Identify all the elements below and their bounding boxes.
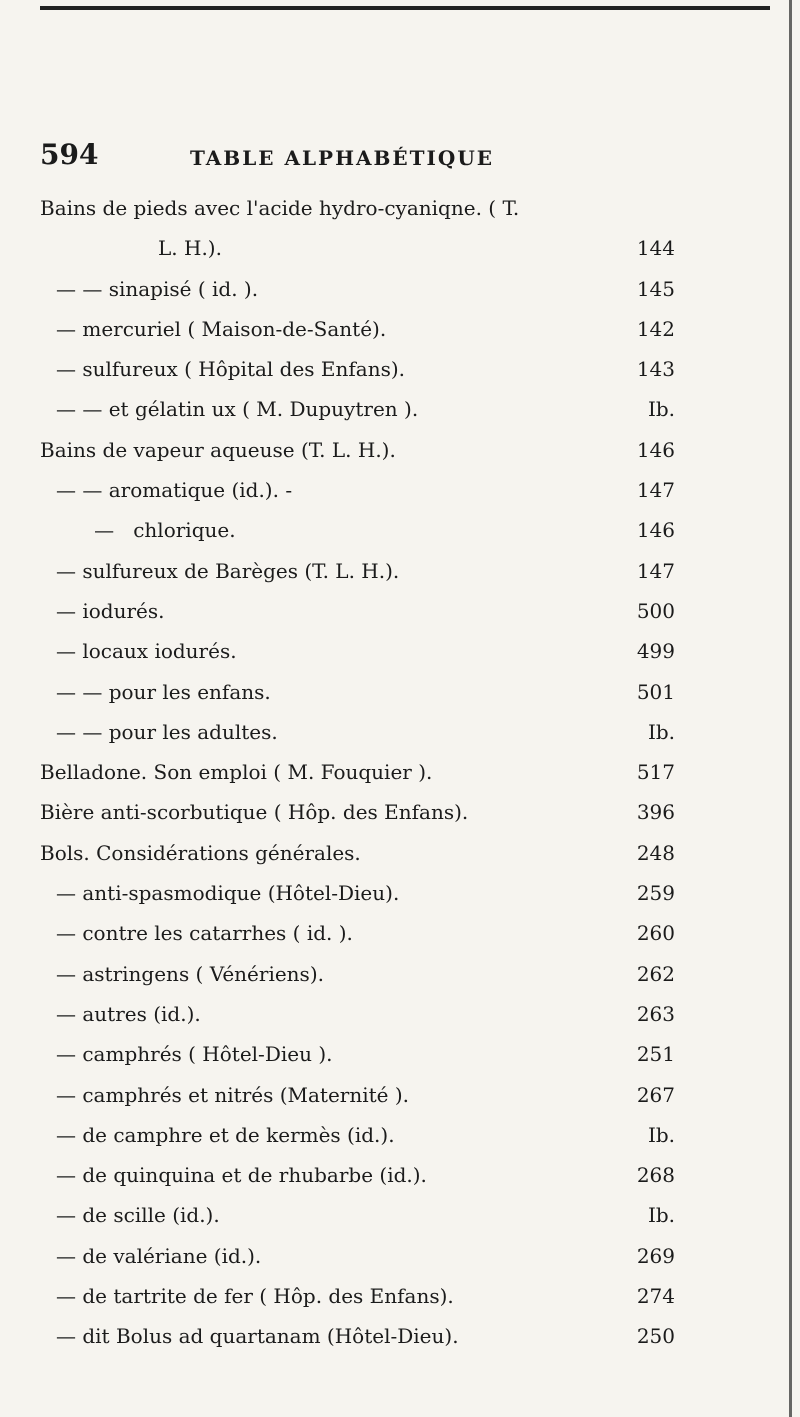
entry-text: — chlorique.: [56, 518, 236, 543]
entry-text: Bols. Considérations générales.: [40, 840, 361, 865]
entry-text: — iodurés.: [56, 598, 165, 623]
index-entry: [40, 792, 675, 832]
index-entry: [40, 672, 675, 712]
entry-page: 269: [636, 1243, 675, 1268]
entry-text: — de tartrite de fer ( Hôp. des Enfans).: [56, 1284, 454, 1309]
entry-page: Ib.: [647, 1122, 675, 1147]
index-entry: [40, 1115, 675, 1155]
entry-page: 143: [636, 357, 675, 382]
index-entry: [40, 913, 675, 953]
entry-text: — dit Bolus ad quartanam (Hôtel-Dieu).: [56, 1324, 459, 1349]
top-rule: [40, 6, 770, 10]
entry-text: — sulfureux de Barèges (T. L. H.).: [56, 558, 400, 583]
entry-page: 146: [636, 437, 675, 462]
entry-text: — mercuriel ( Maison-de-Santé).: [56, 316, 387, 341]
index-entry: [40, 994, 675, 1034]
entry-page: 499: [636, 639, 675, 664]
index-entry: [40, 389, 675, 429]
index-entry: [40, 551, 675, 591]
entry-page: 396: [636, 800, 675, 825]
entry-text: — de camphre et de kermès (id.).: [56, 1122, 395, 1147]
entry-text: — — sinapisé ( id. ).: [56, 276, 259, 301]
entry-text: — — et gélatin ux ( M. Dupuytren ).: [56, 397, 419, 422]
index-entry: [40, 269, 675, 309]
entry-page: 517: [636, 760, 675, 785]
entry-page: 145: [636, 276, 675, 301]
entry-page: 274: [636, 1284, 675, 1309]
page-edge: [789, 0, 792, 1417]
index-entry: [40, 228, 675, 268]
index-entry: [40, 188, 675, 228]
entry-text: — — pour les adultes.: [56, 719, 278, 744]
entry-text: — de valériane (id.).: [56, 1243, 262, 1268]
index-entry: [40, 1316, 675, 1356]
entry-text: Bains de vapeur aqueuse (T. L. H.).: [40, 437, 396, 462]
entry-page: 500: [636, 598, 675, 623]
index-entry: [40, 631, 675, 671]
entry-page: 262: [636, 961, 675, 986]
entry-page: 250: [636, 1324, 675, 1349]
index-entry: [40, 1075, 675, 1115]
entry-text: Bains de pieds avec l'acide hydro-cyaniqne. ( T.: [40, 196, 520, 220]
entry-page: 147: [636, 478, 675, 503]
entry-page: 268: [636, 1163, 675, 1188]
index-entry: [40, 1195, 675, 1235]
entry-text: Belladone. Son emploi ( M. Fouquier ).: [40, 760, 433, 785]
index-entry: [40, 349, 675, 389]
index-entry: [40, 1034, 675, 1074]
entry-page: 248: [636, 840, 675, 865]
index-entry: [40, 1155, 675, 1195]
index-entry: [40, 309, 675, 349]
index-entry: [40, 591, 675, 631]
index-entry: [40, 470, 675, 510]
entry-page: 144: [636, 236, 675, 261]
index-entry: [40, 873, 675, 913]
index-entry: [40, 954, 675, 994]
page-number: 594: [40, 138, 99, 171]
index-entry: [40, 1236, 675, 1276]
page-header: [40, 138, 660, 178]
running-head: TABLE ALPHABÉTIQUE: [190, 146, 495, 170]
entry-text: — contre les catarrhes ( id. ).: [56, 921, 353, 946]
entry-page: Ib.: [647, 719, 675, 744]
entry-text: — camphrés et nitrés (Maternité ).: [56, 1082, 410, 1107]
index-entry: [40, 712, 675, 752]
entry-page: 263: [636, 1001, 675, 1026]
entry-page: 251: [636, 1042, 675, 1067]
entry-text: — sulfureux ( Hôpital des Enfans).: [56, 357, 406, 382]
index-entry: [40, 833, 675, 873]
entry-text: — — pour les enfans.: [56, 679, 271, 704]
entry-text: — camphrés ( Hôtel-Dieu ).: [56, 1042, 333, 1067]
index-entries: [40, 188, 675, 1357]
entry-page: Ib.: [647, 1203, 675, 1228]
entry-text: — astringens ( Vénériens).: [56, 961, 324, 986]
entry-text: — de scille (id.).: [56, 1203, 220, 1228]
entry-page: 260: [636, 921, 675, 946]
entry-page: 147: [636, 558, 675, 583]
entry-text: — autres (id.).: [56, 1001, 201, 1026]
entry-page: Ib.: [647, 397, 675, 422]
entry-page: 267: [636, 1082, 675, 1107]
index-entry: [40, 1276, 675, 1316]
entry-text: — anti-spasmodique (Hôtel-Dieu).: [56, 881, 400, 906]
entry-page: 259: [636, 881, 675, 906]
entry-page: 146: [636, 518, 675, 543]
entry-text: — de quinquina et de rhubarbe (id.).: [56, 1163, 427, 1188]
index-entry: [40, 430, 675, 470]
entry-page: 142: [636, 316, 675, 341]
index-entry: [40, 752, 675, 792]
entry-text: Bière anti-scorbutique ( Hôp. des Enfans).: [40, 800, 469, 825]
entry-page: 501: [636, 679, 675, 704]
entry-text: L. H.).: [158, 236, 222, 261]
entry-text: — locaux iodurés.: [56, 639, 237, 664]
entry-text: — — aromatique (id.). -: [56, 478, 293, 503]
index-entry: [40, 510, 675, 550]
